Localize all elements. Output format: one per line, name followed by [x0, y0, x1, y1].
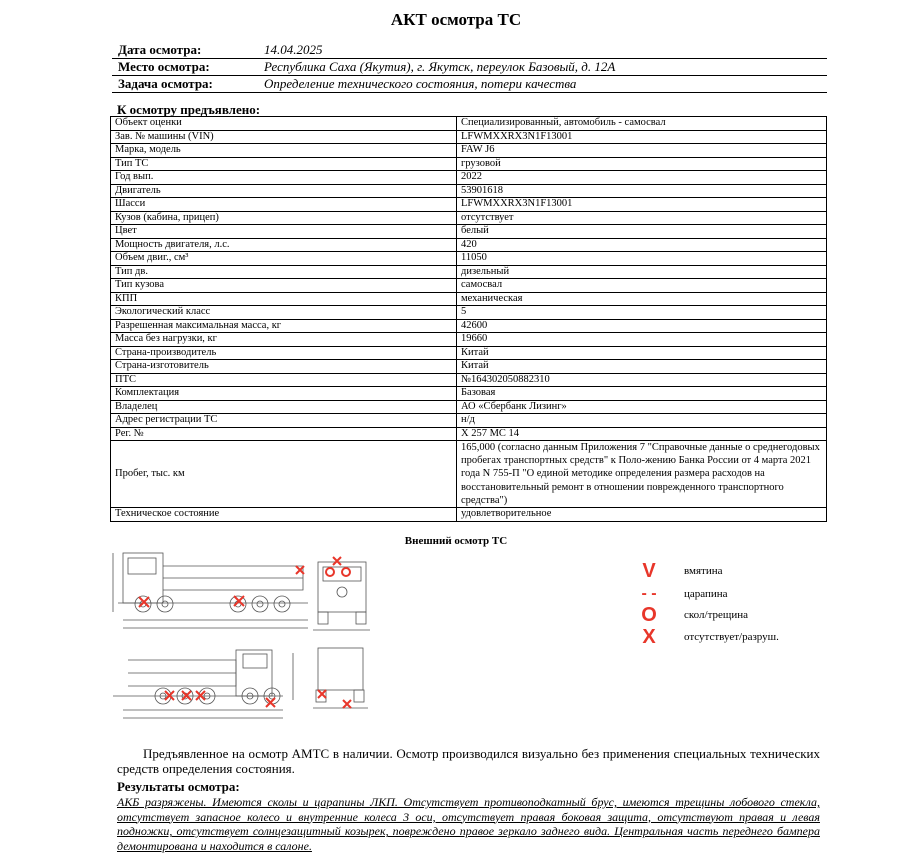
results-text	[117, 795, 820, 853]
spec-key: Техническое состояние	[111, 508, 457, 522]
meta-row-date	[112, 42, 827, 59]
spec-value: грузовой	[457, 157, 827, 171]
spec-value: LFWMXXRX3N1F13001	[457, 198, 827, 212]
meta-value: Республика Саха (Якутия), г. Якутск, переулок Базовый, д. 12А	[264, 59, 616, 74]
spec-value: Специализированный, автомобиль - самосвал	[457, 117, 827, 131]
spec-value: FAW J6	[457, 144, 827, 158]
meta-label: Дата осмотра:	[118, 42, 202, 57]
spec-key: Зав. № машины (VIN)	[111, 130, 457, 144]
table-row	[111, 157, 827, 171]
truck-side-view-bottom	[113, 650, 293, 718]
legend-label: отсутствует/разруш.	[684, 631, 779, 643]
table-row	[111, 427, 827, 441]
spec-value: Китай	[457, 360, 827, 374]
spec-key: Тип кузова	[111, 279, 457, 293]
spec-value: механическая	[457, 292, 827, 306]
spec-value: самосвал	[457, 279, 827, 293]
spec-value: 42600	[457, 319, 827, 333]
table-row-mileage	[111, 441, 827, 508]
table-row	[111, 130, 827, 144]
table-row	[111, 414, 827, 428]
damage-mark-x	[318, 690, 326, 698]
table-row	[111, 198, 827, 212]
dent-icon: V	[642, 560, 656, 582]
damage-mark-x	[333, 557, 341, 565]
spec-value: 420	[457, 238, 827, 252]
spec-key: Марка, модель	[111, 144, 457, 158]
spec-value: 11050	[457, 252, 827, 266]
table-row	[111, 387, 827, 401]
spec-key: Тип дв.	[111, 265, 457, 279]
table-row	[111, 400, 827, 414]
meta-value: 14.04.2025	[264, 42, 323, 57]
scratch-icon: - -	[641, 585, 657, 602]
presented-heading: К осмотру предъявлено:	[117, 102, 261, 117]
spec-value: 2022	[457, 171, 827, 185]
spec-value: удовлетворительное	[457, 508, 827, 522]
spec-key: Страна-производитель	[111, 346, 457, 360]
table-row	[111, 211, 827, 225]
spec-value: LFWMXXRX3N1F13001	[457, 130, 827, 144]
table-row	[111, 252, 827, 266]
table-row	[111, 184, 827, 198]
truck-side-view-top	[113, 553, 308, 628]
spec-key: ПТС	[111, 373, 457, 387]
spec-key: Адрес регистрации ТС	[111, 414, 457, 428]
table-row	[111, 225, 827, 239]
spec-value: Х 257 МС 14	[457, 427, 827, 441]
spec-key: Страна-изготовитель	[111, 360, 457, 374]
results-body: АКБ разряжены. Имеются сколы и царапины ЛКП. Отсутствует противоподкатный брус, имеются трещины лобового стекла, отсутствует запасное колесо и внутренние колеса 3 оси, отсутствует правая боковая защита, отсутствуют правая и левая подножки, отсутствует солнцезащитный козырек, повреждено правое зеркало заднего вида. Центральная часть переднего бампера демонтирована и находится в салоне.	[117, 795, 820, 853]
spec-value: н/д	[457, 414, 827, 428]
table-row	[111, 279, 827, 293]
table-row	[111, 265, 827, 279]
meta-row-task	[112, 76, 827, 93]
table-row	[111, 373, 827, 387]
damage-mark-o	[342, 568, 350, 576]
spec-value: АО «Сбербанк Лизинг»	[457, 400, 827, 414]
spec-key: Год вып.	[111, 171, 457, 185]
truck-damage-diagram	[108, 548, 418, 733]
spec-value: дизельный	[457, 265, 827, 279]
table-row	[111, 333, 827, 347]
spec-key: Тип ТС	[111, 157, 457, 171]
spec-value: 165,000 (согласно данным Приложения 7 "Справочные данные о среднегодовых пробегах транспортных средств" к Поло-жению Банка России от 4 марта 2021 года N 755-П "О единой методике определения размера расходов на восстановительный ремонт в отношении поврежденного транспортного средства")	[457, 441, 827, 508]
spec-key: Объем двиг., см³	[111, 252, 457, 266]
spec-key: Кузов (кабина, прицеп)	[111, 211, 457, 225]
spec-key: Масса без нагрузки, кг	[111, 333, 457, 347]
table-row	[111, 360, 827, 374]
document-title: АКТ осмотра ТС	[390, 10, 522, 29]
spec-key: Рег. №	[111, 427, 457, 441]
spec-key: Владелец	[111, 400, 457, 414]
damage-marks	[139, 557, 351, 708]
spec-value: 19660	[457, 333, 827, 347]
spec-key: Комплектация	[111, 387, 457, 401]
meta-label: Место осмотра:	[118, 59, 210, 74]
spec-value: Китай	[457, 346, 827, 360]
spec-key: Двигатель	[111, 184, 457, 198]
table-row	[111, 144, 827, 158]
table-row	[111, 306, 827, 320]
spec-table	[110, 116, 827, 522]
spec-key: КПП	[111, 292, 457, 306]
spec-value: отсутствует	[457, 211, 827, 225]
meta-row-place	[112, 59, 827, 76]
table-row	[111, 238, 827, 252]
table-row-tech-state	[111, 508, 827, 522]
spec-value: белый	[457, 225, 827, 239]
results-heading: Результаты осмотра:	[117, 779, 240, 794]
damage-mark-x	[343, 700, 351, 708]
external-inspection-heading: Внешний осмотр ТС	[404, 535, 508, 547]
missing-icon: X	[642, 626, 656, 648]
table-row	[111, 292, 827, 306]
spec-key: Экологический класс	[111, 306, 457, 320]
table-row	[111, 346, 827, 360]
truck-rear-view	[313, 648, 368, 708]
table-row	[111, 319, 827, 333]
spec-value: Базовая	[457, 387, 827, 401]
spec-value: 5	[457, 306, 827, 320]
spec-key: Цвет	[111, 225, 457, 239]
spec-key: Мощность двигателя, л.с.	[111, 238, 457, 252]
spec-key: Пробег, тыс. км	[111, 441, 457, 508]
inspection-paragraph: Предъявленное на осмотр АМТС в наличии. Осмотр производился визуально без применения специальных технических средств определения состояния.	[117, 746, 820, 776]
meta-label: Задача осмотра:	[118, 76, 213, 91]
meta-value: Определение технического состояния, потери качества	[264, 76, 577, 91]
damage-mark-x	[234, 596, 244, 606]
table-row	[111, 171, 827, 185]
spec-key: Разрешенная максимальная масса, кг	[111, 319, 457, 333]
legend-label: царапина	[684, 588, 728, 600]
chip-icon: O	[641, 604, 657, 626]
legend-label: скол/трещина	[684, 609, 749, 621]
damage-mark-o	[326, 568, 334, 576]
spec-value: №164302050882310	[457, 373, 827, 387]
table-row	[111, 117, 827, 131]
spec-key: Объект оценки	[111, 117, 457, 131]
spec-key: Шасси	[111, 198, 457, 212]
spec-value: 53901618	[457, 184, 827, 198]
legend-label: вмятина	[684, 565, 723, 577]
